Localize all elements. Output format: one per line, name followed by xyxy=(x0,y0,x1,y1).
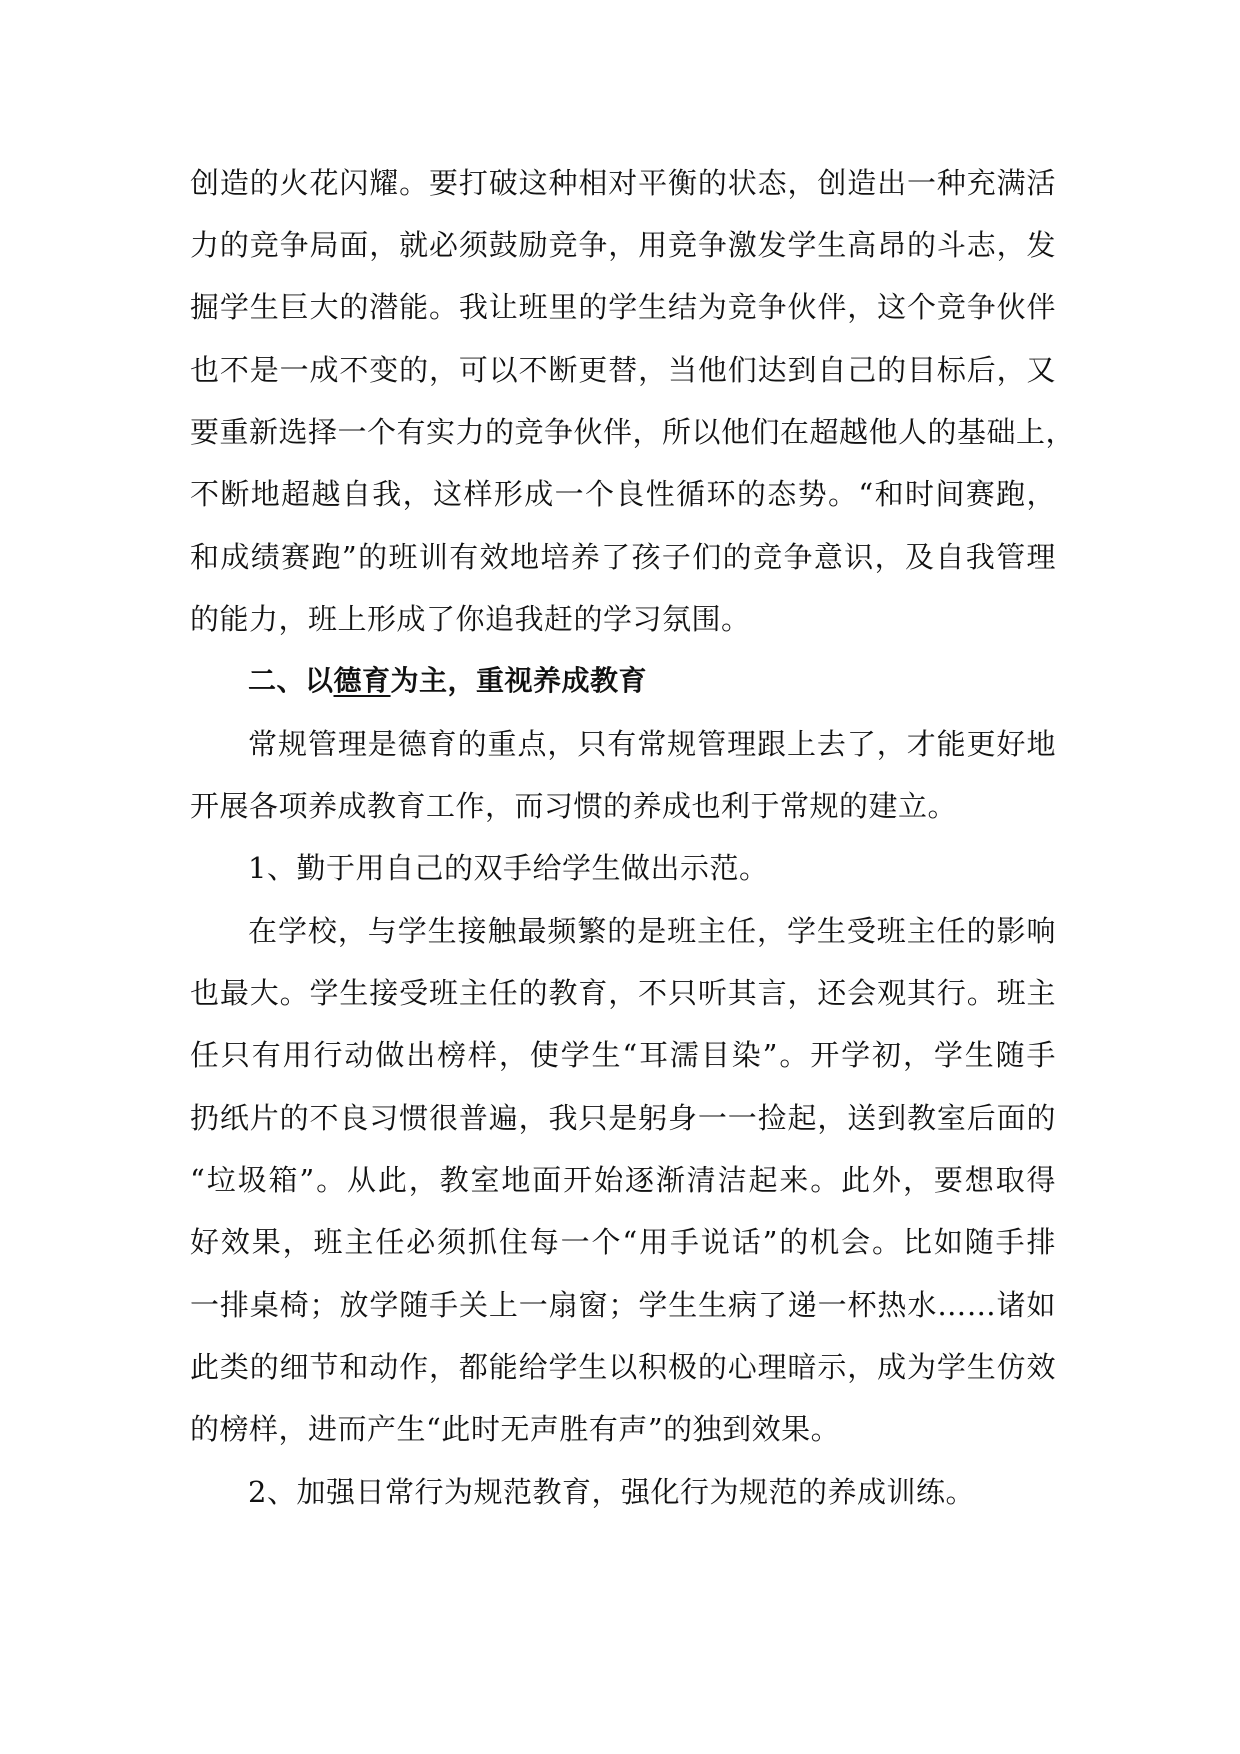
paragraph-line: 扔纸片的不良习惯很普遍，我只是躬身一一捡起，送到教室后面的 xyxy=(190,1101,1056,1135)
paragraph-line: 创造的火花闪耀。要打破这种相对平衡的状态，创造出一种充满活 xyxy=(190,166,1056,200)
list-item-2: 2、加强日常行为规范教育，强化行为规范的养成训练。 xyxy=(248,1475,975,1509)
paragraph-line: 任只有用行动做出榜样，使学生“耳濡目染”。开学初，学生随手 xyxy=(190,1038,1056,1072)
paragraph-line: 常规管理是德育的重点，只有常规管理跟上去了，才能更好地 xyxy=(248,727,1056,761)
heading-underlined-term: 德育 xyxy=(333,664,391,697)
paragraph-line: 在学校，与学生接触最频繁的是班主任，学生受班主任的影响 xyxy=(248,914,1056,948)
paragraph-line: 要重新选择一个有实力的竞争伙伴，所以他们在超越他人的基础上， xyxy=(190,415,1076,449)
paragraph-line: 也最大。学生接受班主任的教育，不只听其言，还会观其行。班主 xyxy=(190,976,1056,1010)
paragraph-line: 好效果，班主任必须抓住每一个“用手说话”的机会。比如随手排 xyxy=(190,1225,1056,1259)
paragraph-line: 也不是一成不变的，可以不断更替，当他们达到自己的目标后，又 xyxy=(190,353,1056,387)
paragraph-line: 的能力，班上形成了你追我赶的学习氛围。 xyxy=(190,602,751,636)
paragraph-line: 和成绩赛跑”的班训有效地培养了孩子们的竞争意识，及自我管理 xyxy=(190,540,1056,574)
section-heading xyxy=(248,661,647,701)
paragraph-line: “垃圾箱”。从此，教室地面开始逐渐清洁起来。此外，要想取得 xyxy=(190,1163,1056,1197)
paragraph-line: 不断地超越自我，这样形成一个良性循环的态势。“和时间赛跑， xyxy=(190,477,1056,511)
paragraph-line: 开展各项养成教育工作，而习惯的养成也利于常规的建立。 xyxy=(190,789,958,823)
paragraph-line: 的榜样，进而产生“此时无声胜有声”的独到效果。 xyxy=(190,1412,841,1446)
paragraph-line: 此类的细节和动作，都能给学生以积极的心理暗示，成为学生仿效 xyxy=(190,1350,1056,1384)
list-item-1: 1、勤于用自己的双手给学生做出示范。 xyxy=(248,851,769,885)
paragraph-line: 一排桌椅；放学随手关上一扇窗；学生生病了递一杯热水……诸如 xyxy=(190,1288,1056,1322)
paragraph-line: 力的竞争局面，就必须鼓励竞争，用竞争激发学生高昂的斗志，发 xyxy=(190,228,1056,262)
heading-prefix: 二、以 xyxy=(248,664,334,697)
heading-suffix: 为主，重视养成教育 xyxy=(390,664,648,697)
paragraph-line: 掘学生巨大的潜能。我让班里的学生结为竞争伙伴，这个竞争伙伴 xyxy=(190,290,1056,324)
